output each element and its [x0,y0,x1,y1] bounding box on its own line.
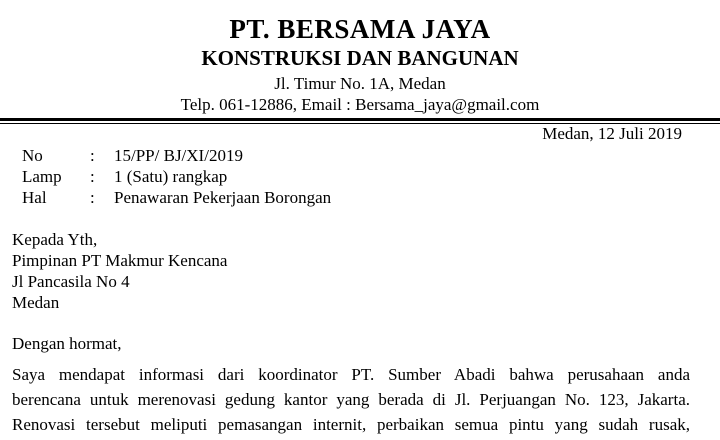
recipient-line: Jl Pancasila No 4 [12,272,130,291]
meta-value: Penawaran Pekerjaan Borongan [114,188,332,207]
meta-value: 1 (Satu) rangkap [114,167,228,186]
greeting: Dengan hormat, [12,334,122,353]
meta-separator: : [90,167,95,186]
body-line: Renovasi tersebut meliputi pemasangan internit, perbaikan semua pintu yang sudah rusak, [12,415,690,434]
body-line: Saya mendapat informasi dari koordinator PT. Sumber Abadi bahwa perusahaan anda [12,365,690,384]
body-paragraph [12,364,690,439]
company-address: Jl. Timur No. 1A, Medan [274,74,446,93]
company-contact: Telp. 061-12886, Email : Bersama_jaya@gmail.com [180,95,540,114]
meta-key: Hal [22,188,47,207]
recipient-line: Kepada Yth, [12,230,98,249]
meta-key: Lamp [22,167,62,186]
recipient-line: Pimpinan PT Makmur Kencana [12,251,228,270]
body-line: berencana untuk merenovasi gedung kantor yang berada di Jl. Perjuangan No. 123, Jakarta. [12,390,690,409]
letterhead-rule-thick [0,118,720,121]
letter-date: Medan, 12 Juli 2019 [542,124,682,143]
company-subtitle: KONSTRUKSI DAN BANGUNAN [201,46,519,70]
meta-separator: : [90,146,95,165]
meta-value: 15/PP/ BJ/XI/2019 [114,146,243,165]
meta-separator: : [90,188,95,207]
meta-key: No [22,146,43,165]
recipient-line: Medan [12,293,60,312]
company-name: PT. BERSAMA JAYA [229,14,491,44]
